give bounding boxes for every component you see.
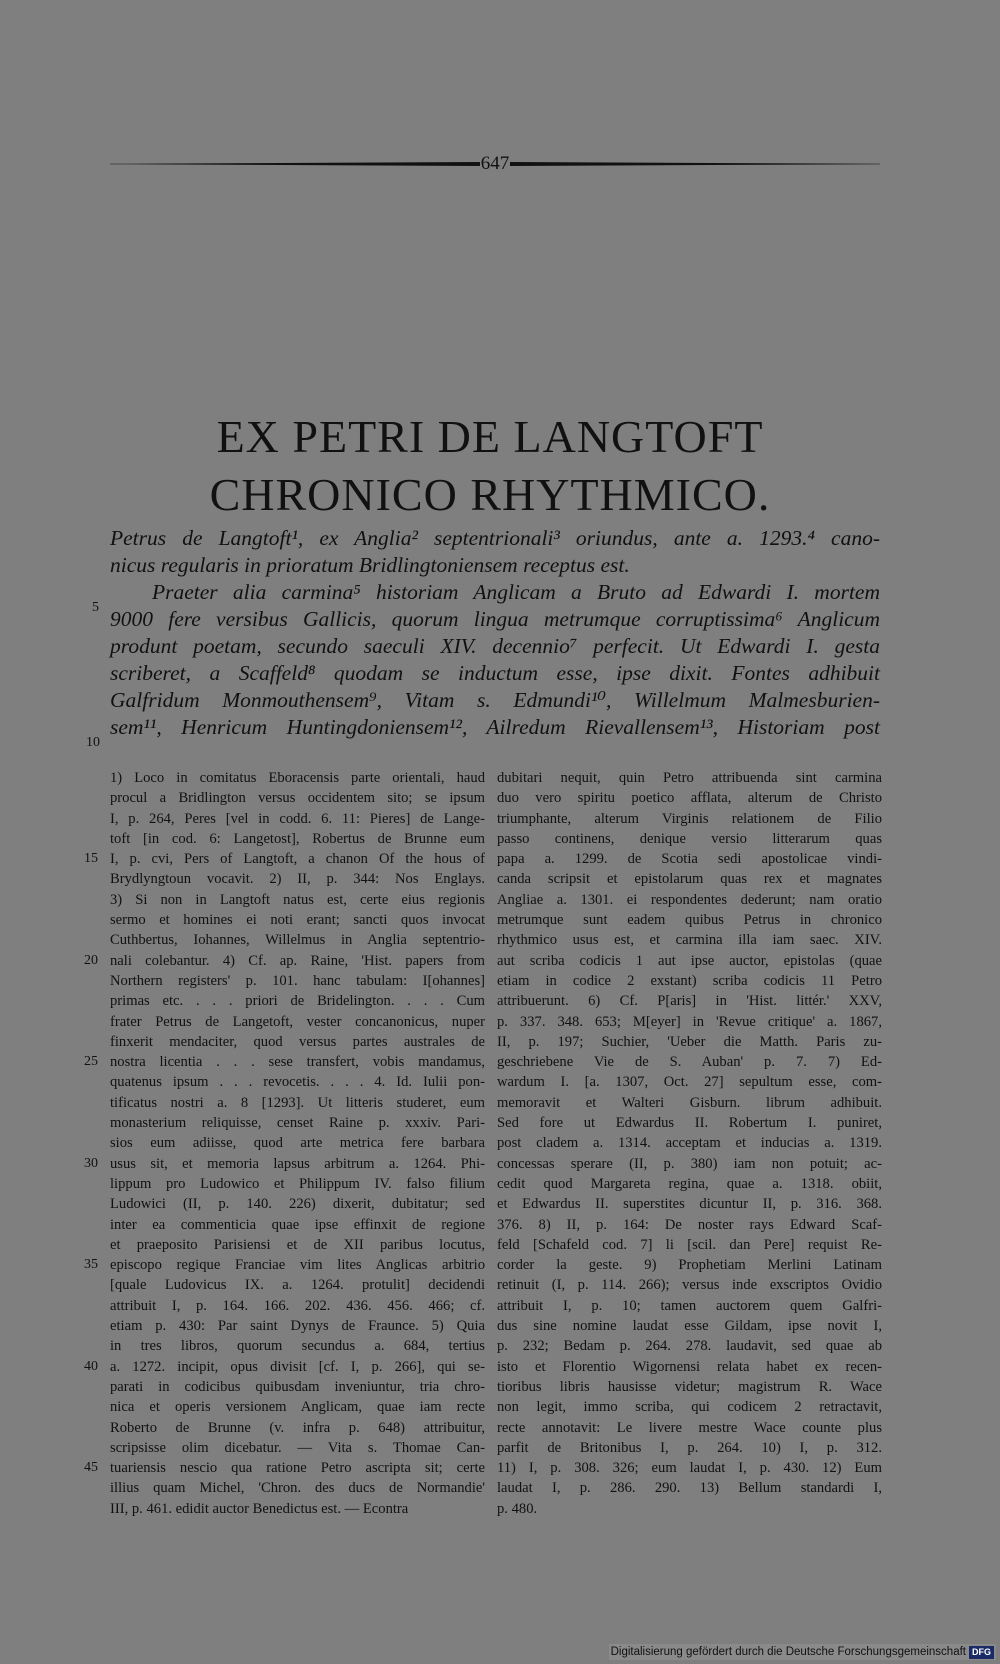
note-line: metrumque sunt eadem quibus Petrus in chronico [497, 912, 882, 929]
note-line: duo vero spiritu poetico afflata, alterum de Christo [497, 790, 882, 807]
note-line: nica et operis versionem Anglicam, quae iam recte [110, 1399, 485, 1416]
page-title [100, 408, 880, 524]
note-line: illius quam Michel, 'Chron. des ducs de Normandie' [110, 1480, 485, 1497]
note-line: p. 480. [497, 1500, 538, 1517]
note-line: canda scripsit et epistolarum quas rex et magnates [497, 871, 882, 888]
note-line: dus sine nomine laudat esse Gildam, ipse novit I, [497, 1318, 882, 1335]
note-line: procul a Bridlington versus occidentem sito; se ipsum [110, 790, 485, 807]
note-line: tioribus libris hausisse videtur; magistrum R. Wace [497, 1378, 882, 1395]
intro-line: nicus regularis in prioratum Bridlingtoniensem receptus est. [110, 553, 630, 577]
digitization-credit [609, 1644, 996, 1660]
note-line: memoravit et Walteri Gisburn. librum adhibuit. [497, 1094, 882, 1111]
note-line: usus sit, et memoria lapsus arbitrum a. 1264. Phi- [110, 1155, 485, 1172]
note-line: scripsisse olim dicebatur. — Vita s. Thomae Can- [110, 1439, 485, 1456]
note-line: etiam in codice 2 exstant) scriba codicis 11 Petro [497, 972, 882, 989]
note-line: Roberto de Brunne (v. infra p. 648) attribuitur, [110, 1419, 485, 1436]
note-line: quatenus ipsum . . . revocetis. . . . 4. Id. Iulii pon- [110, 1074, 485, 1091]
note-line: inter ea commenticia quae ipse effinxit de regione [110, 1216, 485, 1233]
note-line: p. 232; Bedam p. 264. 278. laudavit, sed quae ab [497, 1338, 882, 1355]
footnotes-left-column [110, 768, 485, 1519]
line-number: 45 [84, 1460, 98, 1475]
note-line: attribuit I, p. 164. 166. 202. 436. 456. 466; cf. [110, 1297, 485, 1314]
note-line: nostra licentia . . . sese transfert, vobis mandamus, [110, 1054, 485, 1071]
line-number: 30 [84, 1156, 98, 1171]
intro-line: Petrus de Langtoft¹, ex Anglia² septentrionali³ oriundus, ante a. 1293.⁴ cano- [110, 526, 880, 550]
note-line: recte annotavit: Le livere mestre Wace counte plus [497, 1419, 882, 1436]
note-line: dubitari nequit, quin Petro attribuenda sint carmina [497, 770, 882, 786]
note-line: 11) I, p. 308. 326; eum laudat I, p. 430. 12) Eum [497, 1460, 882, 1477]
note-line: et praeposito Parisiensi et de XII paribus locutus, [110, 1236, 485, 1253]
note-line: Brydlyngtoun vocavit. 2) II, p. 344: Nos Englays. [110, 871, 485, 888]
note-line: 376. 8) II, p. 164: De noster rays Edward Scaf- [497, 1216, 882, 1233]
note-line: lippum pro Ludowico et Philippum IV. falso filium [110, 1175, 485, 1192]
note-line: [quale Ludovicus IX. a. 1264. protulit] decidendi [110, 1277, 485, 1294]
note-line: concessas sperare (II, p. 380) iam non potuit; ac- [497, 1155, 882, 1172]
note-line: non legit, immo scriba, qui codicem 2 retractavit, [497, 1399, 882, 1416]
note-line: nali colebantur. 4) Cf. ap. Raine, 'Hist. papers from [110, 952, 485, 969]
note-line: corder la geste. 9) Prophetiam Merlini Latinam [497, 1257, 882, 1274]
note-line: III, p. 461. edidit auctor Benedictus est. — Econtra [110, 1500, 409, 1517]
line-number: 10 [86, 735, 100, 750]
note-line: sios eum adiisse, quod arte metrica fere barbara [110, 1135, 485, 1152]
intro-line: Praeter alia carmina⁵ historiam Anglicam a Bruto ad Edwardi I. mortem [152, 580, 880, 604]
page-number: 647 [480, 153, 510, 174]
intro-line: sem¹¹, Henricum Huntingdoniensem¹², Ailredum Rievallensem¹³, Historiam post [110, 715, 880, 739]
note-line: II, p. 197; Suchier, 'Ueber die Matth. Paris zu- [497, 1033, 882, 1050]
note-line: laudat I, p. 286. 290. 13) Bellum standardi I, [497, 1480, 882, 1497]
note-line: 1) Loco in comitatus Eboracensis parte orientali, haud [110, 770, 485, 786]
note-line: I, p. cvi, Pers of Langtoft, a chanon Of the hous of [110, 851, 485, 868]
credit-text: Digitalisierung gefördert durch die Deutsche Forschungsgemeinschaft [610, 1646, 966, 1658]
note-line: cedit quod Margareta regina, quae a. 1318. obiit, [497, 1175, 882, 1192]
title-line-2: CHRONICO RHYTHMICO. [209, 469, 771, 520]
intro-line: produnt poetam, secundo saeculi XIV. decennio⁷ perfecit. Ut Edwardi I. gesta [110, 634, 880, 658]
note-line: Ludowici (II, p. 140. 226) dixerit, dubitatur; sed [110, 1196, 485, 1213]
note-line: p. 337. 348. 653; M[eyer] in 'Revue critique' a. 1867, [497, 1013, 882, 1030]
note-line: I, p. 264, Peres [vel in codd. 6. 11: Pieres] de Lange- [110, 810, 485, 827]
note-line: geschriebene Vie de S. Auban' p. 7. 7) Ed- [497, 1054, 882, 1071]
note-line: rhythmico usus est, et carmina illa iam saec. XIV. [497, 932, 882, 949]
note-line: et Edwardus II. superstites dicuntur II, p. 316. 368. [497, 1196, 882, 1213]
note-line: parati in codicibus quibusdam inveniuntur, tria chro- [110, 1378, 485, 1395]
note-line: a. 1272. incipit, opus divisit [cf. I, p. 266], qui se- [110, 1358, 485, 1375]
note-line: Cuthbertus, Iohannes, Willelmus in Anglia septentrio- [110, 932, 485, 949]
note-line: etiam p. 430: Par saint Dynys de Fraunce. 5) Quia [110, 1318, 485, 1335]
note-line: sermo et homines ei noti erant; sancti quos invocat [110, 912, 485, 929]
note-line: primas etc. . . . priori de Bridelington. . . . Cum [110, 993, 485, 1010]
page-header [110, 152, 880, 176]
intro-line: 9000 fere versibus Gallicis, quorum lingua metrumque corruptissima⁶ Anglicum [110, 607, 880, 631]
note-line: attribuerunt. 6) Cf. P[aris] in 'Hist. littér.' XXV, [497, 993, 882, 1010]
line-number: 25 [84, 1054, 98, 1069]
note-line: post cladem a. 1314. acceptam et inducias a. 1319. [497, 1135, 882, 1152]
header-rule-left [110, 162, 480, 166]
line-number: 5 [92, 600, 99, 615]
note-line: wardum I. [a. 1307, Oct. 27] sepultum esse, com- [497, 1074, 882, 1091]
note-line: tificatus nostri a. 8 [1293]. Ut litteris studeret, eum [110, 1094, 485, 1111]
intro-line: scriberet, a Scaffeld⁸ quodam se inductum esse, ipse dixit. Fontes adhibuit [110, 661, 880, 685]
note-line: frater Petrus de Langetoft, vester concanonicus, nuper [110, 1013, 485, 1030]
note-line: feld [Schafeld cod. 7] li [scil. dan Pere] requist Re- [497, 1236, 882, 1253]
note-line: isto et Florentio Wigornensi relata habet ex recen- [497, 1358, 882, 1375]
note-line: retinuit (I, p. 114. 266); versus inde exscriptos Ovidio [497, 1277, 882, 1294]
note-line: monasterium reliquisse, censet Raine p. xxxiv. Pari- [110, 1115, 485, 1132]
title-line-1: EX PETRI DE LANGTOFT [216, 411, 764, 462]
note-line: passo continens, denique versio litterarum quas [497, 830, 882, 847]
intro-paragraph [110, 525, 880, 741]
footnotes-right-column [497, 768, 882, 1519]
note-line: Angliae a. 1301. ei respondentes dederunt; nam oratio [497, 891, 882, 908]
header-rule-right [510, 162, 880, 166]
line-number: 35 [84, 1257, 98, 1272]
note-line: triumphante, alterum Virginis relationem de Filio [497, 810, 882, 827]
dfg-logo: DFG [969, 1646, 994, 1659]
note-line: toft [in cod. 6: Langetost], Robertus de Brunne eum [110, 830, 485, 847]
line-number: 20 [84, 953, 98, 968]
note-line: papa a. 1299. de Scotia sedi apostolicae vindi- [497, 851, 882, 868]
intro-line: Galfridum Monmouthensem⁹, Vitam s. Edmundi¹⁰, Willelmum Malmesburien- [110, 688, 880, 712]
line-number: 15 [84, 851, 98, 866]
note-line: finxerit mendaciter, quod versus partes australes de [110, 1033, 485, 1050]
note-line: attribuit I, p. 10; tamen auctorem quem Galfri- [497, 1297, 882, 1314]
note-line: 3) Si non in Langtoft natus est, certe eius regionis [110, 891, 485, 908]
note-line: in tres libros, quorum secundus a. 684, tertius [110, 1338, 485, 1355]
note-line: Sed fore ut Edwardus II. Robertum I. puniret, [497, 1115, 882, 1132]
note-line: episcopo regique Franciae vim lites Anglicas arbitrio [110, 1257, 485, 1274]
note-line: aut scriba codicis 1 aut ipse auctor, epistolas (quae [497, 952, 882, 969]
note-line: parfit de Britonibus I, p. 264. 10) I, p. 312. [497, 1439, 882, 1456]
note-line: tuariensis nescio qua ratione Petro ascripta sit; certe [110, 1460, 485, 1477]
line-number: 40 [84, 1359, 98, 1374]
note-line: Northern registers' p. 101. hanc tabulam: I[ohannes] [110, 972, 485, 989]
